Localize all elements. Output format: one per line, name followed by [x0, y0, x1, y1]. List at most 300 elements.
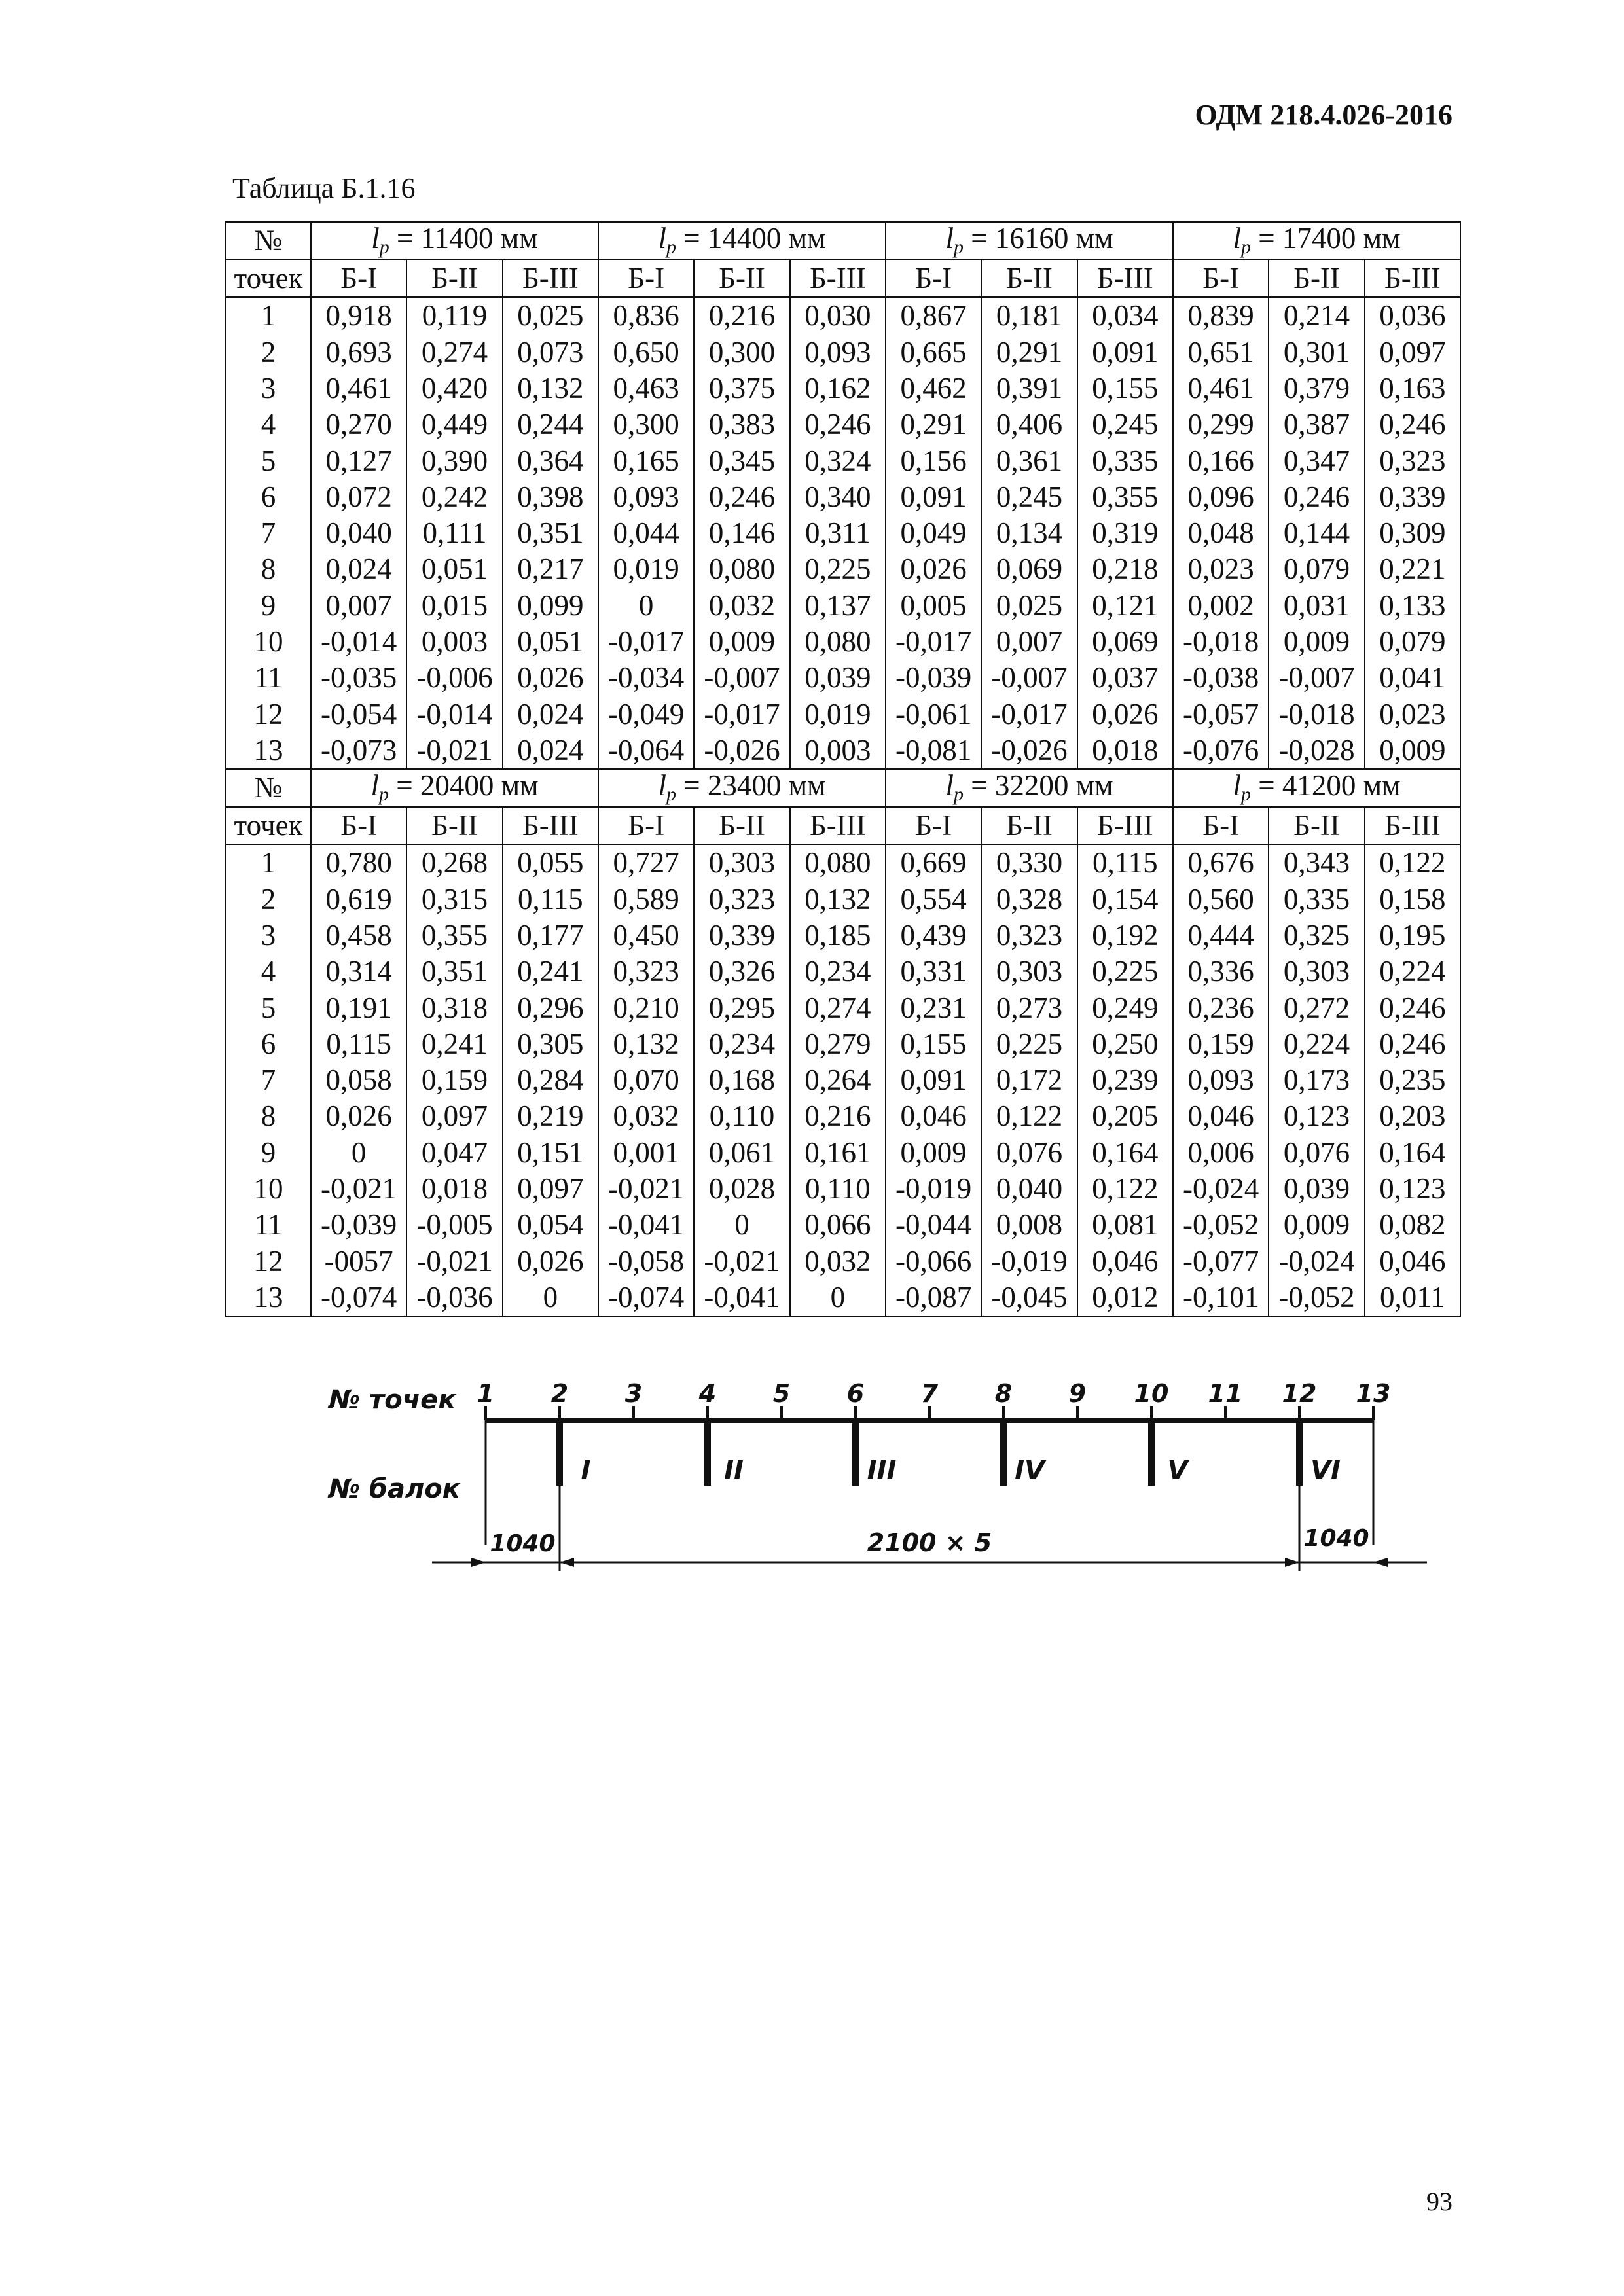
value-cell: 0,007	[311, 588, 406, 624]
value-cell: -0,007	[694, 660, 789, 696]
header-points-cell: точек	[226, 807, 311, 845]
span-header-cell	[598, 769, 886, 807]
value-cell: 0,390	[406, 442, 502, 478]
table-row	[226, 954, 1460, 990]
table-caption: Таблица Б.1.16	[232, 172, 416, 204]
beam-header-cell: Б-III	[503, 807, 598, 845]
point-number-cell: 13	[226, 732, 311, 769]
value-cell: 0,323	[694, 882, 789, 918]
value-cell: -0,049	[598, 696, 694, 732]
point-number-cell: 11	[226, 660, 311, 696]
table-row	[226, 844, 1460, 881]
point-number-cell: 5	[226, 442, 311, 478]
span-header-cell	[311, 222, 598, 260]
span-length-value: = 20400 мм	[388, 769, 539, 802]
span-length-value: = 41200 мм	[1250, 769, 1401, 802]
header-no-cell: №	[226, 769, 311, 807]
value-cell: 0,303	[981, 954, 1077, 990]
value-cell: 0,323	[598, 954, 694, 990]
beam-number: VI	[1310, 1456, 1341, 1486]
beam-web	[1000, 1418, 1007, 1486]
dimension-left: 1040	[490, 1530, 556, 1557]
value-cell: 0,296	[503, 990, 598, 1026]
table-data-block	[226, 297, 1460, 769]
table-row	[226, 918, 1460, 954]
value-cell: 0,274	[790, 990, 886, 1026]
value-cell: 0,340	[790, 479, 886, 515]
influence-table	[225, 221, 1461, 1317]
value-cell: -0,021	[406, 1244, 502, 1280]
value-cell: 0,391	[981, 370, 1077, 406]
value-cell: 0,009	[886, 1135, 981, 1171]
span-header-cell	[598, 222, 886, 260]
value-cell: 0,046	[1077, 1244, 1173, 1280]
dimension-arrow	[1285, 1558, 1299, 1567]
value-cell: 0,291	[981, 334, 1077, 370]
value-cell: 0,221	[1365, 551, 1460, 587]
table-header-block	[226, 769, 1460, 844]
table-row	[226, 990, 1460, 1026]
value-cell: 0,264	[790, 1062, 886, 1098]
value-cell: 0,159	[1173, 1026, 1269, 1062]
value-cell: 0,091	[886, 1062, 981, 1098]
beam-number: V	[1167, 1456, 1188, 1486]
value-cell: 0,195	[1365, 918, 1460, 954]
value-cell: 0,727	[598, 844, 694, 881]
span-length-value: = 23400 мм	[676, 769, 826, 802]
value-cell: 0	[790, 1280, 886, 1316]
value-cell: -0,041	[694, 1280, 789, 1316]
value-cell: 0,034	[1077, 297, 1173, 334]
value-cell: 0,309	[1365, 515, 1460, 551]
point-number-cell: 10	[226, 624, 311, 660]
value-cell: -0,039	[311, 1207, 406, 1243]
value-cell: 0,097	[406, 1098, 502, 1134]
value-cell: 0,024	[503, 696, 598, 732]
value-cell: 0,867	[886, 297, 981, 334]
value-cell: -0,007	[1269, 660, 1364, 696]
value-cell: 0,330	[981, 844, 1077, 881]
value-cell: 0,295	[694, 990, 789, 1026]
value-cell: 0,191	[311, 990, 406, 1026]
value-cell: 0,026	[503, 660, 598, 696]
span-length-subscript: p	[1240, 783, 1251, 806]
value-cell: 0,383	[694, 406, 789, 442]
beam-number: II	[724, 1456, 744, 1486]
point-number-cell: 12	[226, 696, 311, 732]
value-cell: 0,284	[503, 1062, 598, 1098]
beam-header-cell: Б-II	[981, 807, 1077, 845]
value-cell: -0,021	[406, 732, 502, 769]
value-cell: 0,032	[790, 1244, 886, 1280]
value-cell: 0,159	[406, 1062, 502, 1098]
value-cell: -0,026	[694, 732, 789, 769]
value-cell: 0,245	[981, 479, 1077, 515]
beam-header-cell: Б-I	[598, 260, 694, 298]
value-cell: 0,018	[406, 1171, 502, 1207]
point-number-cell: 7	[226, 1062, 311, 1098]
value-cell: 0,037	[1077, 660, 1173, 696]
point-number-cell: 10	[226, 1171, 311, 1207]
value-cell: 0,093	[1173, 1062, 1269, 1098]
value-cell: 0,345	[694, 442, 789, 478]
value-cell: 0,325	[1269, 918, 1364, 954]
value-cell: 0,450	[598, 918, 694, 954]
value-cell: -0,024	[1173, 1171, 1269, 1207]
span-length-symbol: l	[370, 769, 379, 802]
dimension-arrow	[1373, 1558, 1388, 1567]
value-cell: 0,164	[1077, 1135, 1173, 1171]
value-cell: 0,036	[1365, 297, 1460, 334]
value-cell: 0,055	[503, 844, 598, 881]
value-cell: 0,339	[694, 918, 789, 954]
table-row	[226, 1171, 1460, 1207]
value-cell: -0,087	[886, 1280, 981, 1316]
value-cell: 0,122	[1077, 1171, 1173, 1207]
value-cell: 0,210	[598, 990, 694, 1026]
beam-header-cell: Б-II	[1269, 260, 1364, 298]
value-cell: 0,379	[1269, 370, 1364, 406]
value-cell: 0,007	[981, 624, 1077, 660]
value-cell: 0,331	[886, 954, 981, 990]
point-number: 2	[550, 1379, 569, 1408]
value-cell: -0,021	[311, 1171, 406, 1207]
table-row	[226, 1098, 1460, 1134]
value-cell: 0,040	[311, 515, 406, 551]
value-cell: 0,115	[311, 1026, 406, 1062]
value-cell: 0	[503, 1280, 598, 1316]
value-cell: 0,079	[1365, 624, 1460, 660]
value-cell: 0,163	[1365, 370, 1460, 406]
value-cell: 0,246	[1365, 1026, 1460, 1062]
value-cell: 0,158	[1365, 882, 1460, 918]
beam-header-cell: Б-I	[886, 260, 981, 298]
value-cell: -0,035	[311, 660, 406, 696]
value-cell: 0,082	[1365, 1207, 1460, 1243]
table-row	[226, 624, 1460, 660]
value-cell: 0,162	[790, 370, 886, 406]
value-cell: 0,076	[981, 1135, 1077, 1171]
value-cell: 0,026	[503, 1244, 598, 1280]
value-cell: -0,018	[1269, 696, 1364, 732]
value-cell: -0,061	[886, 696, 981, 732]
beam-header-cell: Б-II	[981, 260, 1077, 298]
value-cell: 0,046	[1365, 1244, 1460, 1280]
value-cell: 0,018	[1077, 732, 1173, 769]
value-cell: 0,300	[694, 334, 789, 370]
point-number-cell: 12	[226, 1244, 311, 1280]
value-cell: 0,023	[1173, 551, 1269, 587]
value-cell: 0,132	[503, 370, 598, 406]
value-cell: 0,080	[790, 844, 886, 881]
value-cell: 0,224	[1365, 954, 1460, 990]
value-cell: 0,134	[981, 515, 1077, 551]
value-cell: 0,039	[1269, 1171, 1364, 1207]
value-cell: 0,676	[1173, 844, 1269, 881]
value-cell: 0	[598, 588, 694, 624]
value-cell: -0,006	[406, 660, 502, 696]
header-row-spans	[226, 769, 1460, 807]
value-cell: 0,249	[1077, 990, 1173, 1026]
value-cell: -0057	[311, 1244, 406, 1280]
point-number: 8	[994, 1379, 1013, 1408]
value-cell: -0,081	[886, 732, 981, 769]
span-length-subscript: p	[953, 236, 964, 259]
value-cell: -0,028	[1269, 732, 1364, 769]
value-cell: 0,008	[981, 1207, 1077, 1243]
value-cell: -0,017	[886, 624, 981, 660]
table-row	[226, 1207, 1460, 1243]
value-cell: 0,665	[886, 334, 981, 370]
value-cell: 0,234	[790, 954, 886, 990]
value-cell: 0,003	[790, 732, 886, 769]
value-cell: 0,225	[1077, 954, 1173, 990]
value-cell: 0,122	[981, 1098, 1077, 1134]
value-cell: 0,279	[790, 1026, 886, 1062]
point-number: 7	[920, 1379, 939, 1408]
point-number-cell: 13	[226, 1280, 311, 1316]
beam-header-cell: Б-I	[598, 807, 694, 845]
value-cell: 0,439	[886, 918, 981, 954]
value-cell: 0,305	[503, 1026, 598, 1062]
span-header-cell	[886, 769, 1173, 807]
value-cell: 0,192	[1077, 918, 1173, 954]
span-length-symbol: l	[945, 769, 954, 802]
value-cell: 0,137	[790, 588, 886, 624]
value-cell: 0,025	[981, 588, 1077, 624]
value-cell: 0,444	[1173, 918, 1269, 954]
value-cell: 0,461	[1173, 370, 1269, 406]
table-row	[226, 1280, 1460, 1316]
value-cell: 0,133	[1365, 588, 1460, 624]
value-cell: 0,028	[694, 1171, 789, 1207]
beam-header-cell: Б-I	[311, 260, 406, 298]
value-cell: 0,244	[503, 406, 598, 442]
table-row	[226, 334, 1460, 370]
value-cell: 0,347	[1269, 442, 1364, 478]
value-cell: 0,273	[981, 990, 1077, 1026]
value-cell: 0,093	[790, 334, 886, 370]
value-cell: 0,328	[981, 882, 1077, 918]
value-cell: 0,155	[1077, 370, 1173, 406]
value-cell: 0,168	[694, 1062, 789, 1098]
value-cell: 0,246	[1269, 479, 1364, 515]
point-number-cell: 3	[226, 370, 311, 406]
value-cell: 0,406	[981, 406, 1077, 442]
value-cell: 0,011	[1365, 1280, 1460, 1316]
value-cell: 0,225	[981, 1026, 1077, 1062]
span-length-subscript: p	[953, 783, 964, 806]
value-cell: 0,099	[503, 588, 598, 624]
value-cell: 0,918	[311, 297, 406, 334]
value-cell: 0,246	[790, 406, 886, 442]
value-cell: 0,177	[503, 918, 598, 954]
value-cell: 0,780	[311, 844, 406, 881]
value-cell: 0,161	[790, 1135, 886, 1171]
value-cell: 0,839	[1173, 297, 1269, 334]
value-cell: 0,155	[886, 1026, 981, 1062]
value-cell: 0,119	[406, 297, 502, 334]
point-number-cell: 5	[226, 990, 311, 1026]
value-cell: 0,343	[1269, 844, 1364, 881]
value-cell: 0,009	[1269, 1207, 1364, 1243]
point-number: 13	[1356, 1379, 1391, 1408]
value-cell: 0,323	[981, 918, 1077, 954]
table-row	[226, 1026, 1460, 1062]
value-cell: 0,231	[886, 990, 981, 1026]
dimension-right: 1040	[1303, 1525, 1369, 1552]
value-cell: -0,073	[311, 732, 406, 769]
point-number-cell: 3	[226, 918, 311, 954]
table-row	[226, 515, 1460, 551]
value-cell: 0,217	[503, 551, 598, 587]
span-header-cell	[886, 222, 1173, 260]
span-length-symbol: l	[1233, 222, 1241, 255]
value-cell: 0,070	[598, 1062, 694, 1098]
header-row-beams	[226, 260, 1460, 298]
value-cell: 0,097	[1365, 334, 1460, 370]
value-cell: 0,072	[311, 479, 406, 515]
point-number: 4	[698, 1379, 717, 1408]
value-cell: -0,066	[886, 1244, 981, 1280]
table-row	[226, 1062, 1460, 1098]
value-cell: 0,031	[1269, 588, 1364, 624]
value-cell: -0,044	[886, 1207, 981, 1243]
value-cell: -0,076	[1173, 732, 1269, 769]
value-cell: 0,355	[1077, 479, 1173, 515]
value-cell: 0,339	[1365, 479, 1460, 515]
value-cell: 0,079	[1269, 551, 1364, 587]
value-cell: 0,024	[503, 732, 598, 769]
value-cell: 0,315	[406, 882, 502, 918]
span-length-subscript: p	[378, 783, 389, 806]
value-cell: 0,181	[981, 297, 1077, 334]
value-cell: 0,025	[503, 297, 598, 334]
value-cell: 0,185	[790, 918, 886, 954]
point-number: 1	[477, 1379, 495, 1408]
value-cell: 0,225	[790, 551, 886, 587]
beams-row-label: № балок	[329, 1474, 460, 1504]
point-number-cell: 1	[226, 297, 311, 334]
value-cell: -0,054	[311, 696, 406, 732]
value-cell: 0,164	[1365, 1135, 1460, 1171]
value-cell: 0,224	[1269, 1026, 1364, 1062]
value-cell: 0,058	[311, 1062, 406, 1098]
value-cell: 0,335	[1269, 882, 1364, 918]
value-cell: 0,203	[1365, 1098, 1460, 1134]
value-cell: 0,144	[1269, 515, 1364, 551]
value-cell: 0,246	[1365, 990, 1460, 1026]
value-cell: -0,036	[406, 1280, 502, 1316]
value-cell: -0,018	[1173, 624, 1269, 660]
value-cell: 0,040	[981, 1171, 1077, 1207]
point-number-cell: 2	[226, 334, 311, 370]
value-cell: 0,069	[981, 551, 1077, 587]
value-cell: -0,021	[598, 1171, 694, 1207]
beam-web	[704, 1418, 711, 1486]
value-cell: 0,091	[886, 479, 981, 515]
value-cell: -0,005	[406, 1207, 502, 1243]
table-row	[226, 660, 1460, 696]
value-cell: 0,165	[598, 442, 694, 478]
span-header-cell	[311, 769, 598, 807]
beam-header-cell: Б-III	[1077, 260, 1173, 298]
table-row	[226, 882, 1460, 918]
value-cell: 0,080	[694, 551, 789, 587]
value-cell: 0,335	[1077, 442, 1173, 478]
value-cell: 0,006	[1173, 1135, 1269, 1171]
value-cell: -0,017	[981, 696, 1077, 732]
beam-header-cell: Б-II	[694, 260, 789, 298]
value-cell: 0,001	[598, 1135, 694, 1171]
value-cell: 0,449	[406, 406, 502, 442]
value-cell: 0,080	[790, 624, 886, 660]
value-cell: 0,355	[406, 918, 502, 954]
point-number-cell: 9	[226, 588, 311, 624]
value-cell: 0,420	[406, 370, 502, 406]
span-length-value: = 14400 мм	[676, 222, 826, 255]
span-header-cell	[1173, 769, 1460, 807]
value-cell: -0,039	[886, 660, 981, 696]
table-header-block	[226, 222, 1460, 297]
point-number: 3	[624, 1379, 643, 1408]
point-number-cell: 8	[226, 551, 311, 587]
value-cell: 0,122	[1365, 844, 1460, 881]
value-cell: 0,463	[598, 370, 694, 406]
value-cell: -0,074	[598, 1280, 694, 1316]
value-cell: -0,017	[694, 696, 789, 732]
beam-header-cell: Б-II	[406, 807, 502, 845]
beam-scheme	[314, 1374, 1440, 1590]
point-number-cell: 9	[226, 1135, 311, 1171]
header-points-cell: точек	[226, 260, 311, 298]
page-number: 93	[1426, 2187, 1453, 2216]
value-cell: -0,021	[694, 1244, 789, 1280]
value-cell: 0,650	[598, 334, 694, 370]
table-row	[226, 406, 1460, 442]
table-row	[226, 479, 1460, 515]
value-cell: 0,003	[406, 624, 502, 660]
span-length-symbol: l	[658, 769, 666, 802]
value-cell: 0,127	[311, 442, 406, 478]
beam-header-cell: Б-III	[790, 260, 886, 298]
value-cell: 0,836	[598, 297, 694, 334]
span-length-symbol: l	[1233, 769, 1241, 802]
value-cell: 0,364	[503, 442, 598, 478]
span-length-symbol: l	[658, 222, 666, 255]
value-cell: 0,132	[790, 882, 886, 918]
value-cell: 0,041	[1365, 660, 1460, 696]
value-cell: 0,246	[1365, 406, 1460, 442]
span-length-subscript: p	[666, 783, 676, 806]
beam-header-cell: Б-I	[1173, 260, 1269, 298]
beam-number: III	[867, 1456, 897, 1486]
span-length-subscript: p	[379, 236, 389, 259]
value-cell: 0,015	[406, 588, 502, 624]
value-cell: 0,272	[1269, 990, 1364, 1026]
span-length-symbol: l	[945, 222, 954, 255]
value-cell: 0,023	[1365, 696, 1460, 732]
value-cell: 0,173	[1269, 1062, 1364, 1098]
point-number-cell: 8	[226, 1098, 311, 1134]
value-cell: 0,154	[1077, 882, 1173, 918]
point-number-cell: 11	[226, 1207, 311, 1243]
value-cell: 0,324	[790, 442, 886, 478]
value-cell: 0,554	[886, 882, 981, 918]
point-number: 9	[1068, 1379, 1087, 1408]
value-cell: 0,236	[1173, 990, 1269, 1026]
point-number: 5	[772, 1379, 791, 1408]
